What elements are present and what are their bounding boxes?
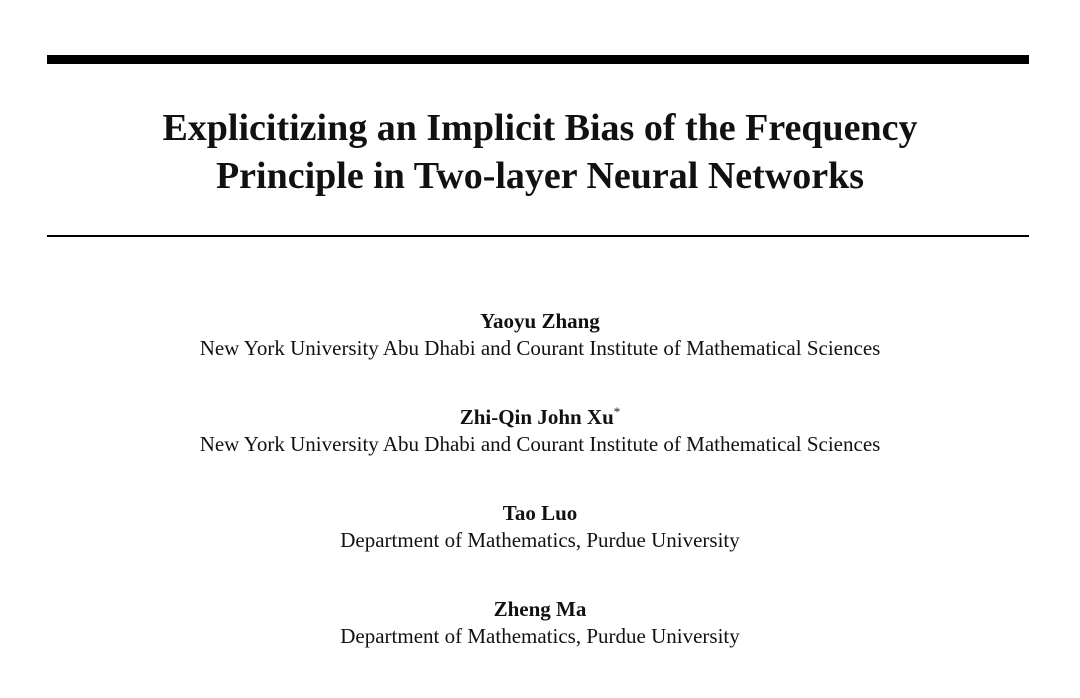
title-bottom-rule	[47, 235, 1029, 237]
author-block-2	[0, 404, 1080, 458]
author-name: Yaoyu Zhang	[480, 309, 600, 333]
author-block-1	[0, 308, 1080, 362]
paper-title	[0, 104, 1080, 200]
author-name: Zhi-Qin John Xu*	[459, 404, 621, 429]
author-affiliation: New York University Abu Dhabi and Courant Institute of Mathematical Sciences	[199, 432, 881, 456]
author-block-3	[0, 500, 1080, 554]
author-affiliation: New York University Abu Dhabi and Courant Institute of Mathematical Sciences	[199, 336, 881, 360]
title-line-2: Principle in Two-layer Neural Networks	[215, 155, 865, 197]
author-affiliation: Department of Mathematics, Purdue University	[340, 624, 740, 648]
author-name: Zheng Ma	[493, 597, 587, 621]
title-line-1: Explicitizing an Implicit Bias of the Frequency	[162, 107, 918, 149]
author-name: Tao Luo	[502, 501, 578, 525]
title-top-rule	[47, 55, 1029, 64]
author-block-4	[0, 596, 1080, 650]
author-footnote-mark: *	[613, 404, 621, 419]
author-affiliation: Department of Mathematics, Purdue University	[340, 528, 740, 552]
